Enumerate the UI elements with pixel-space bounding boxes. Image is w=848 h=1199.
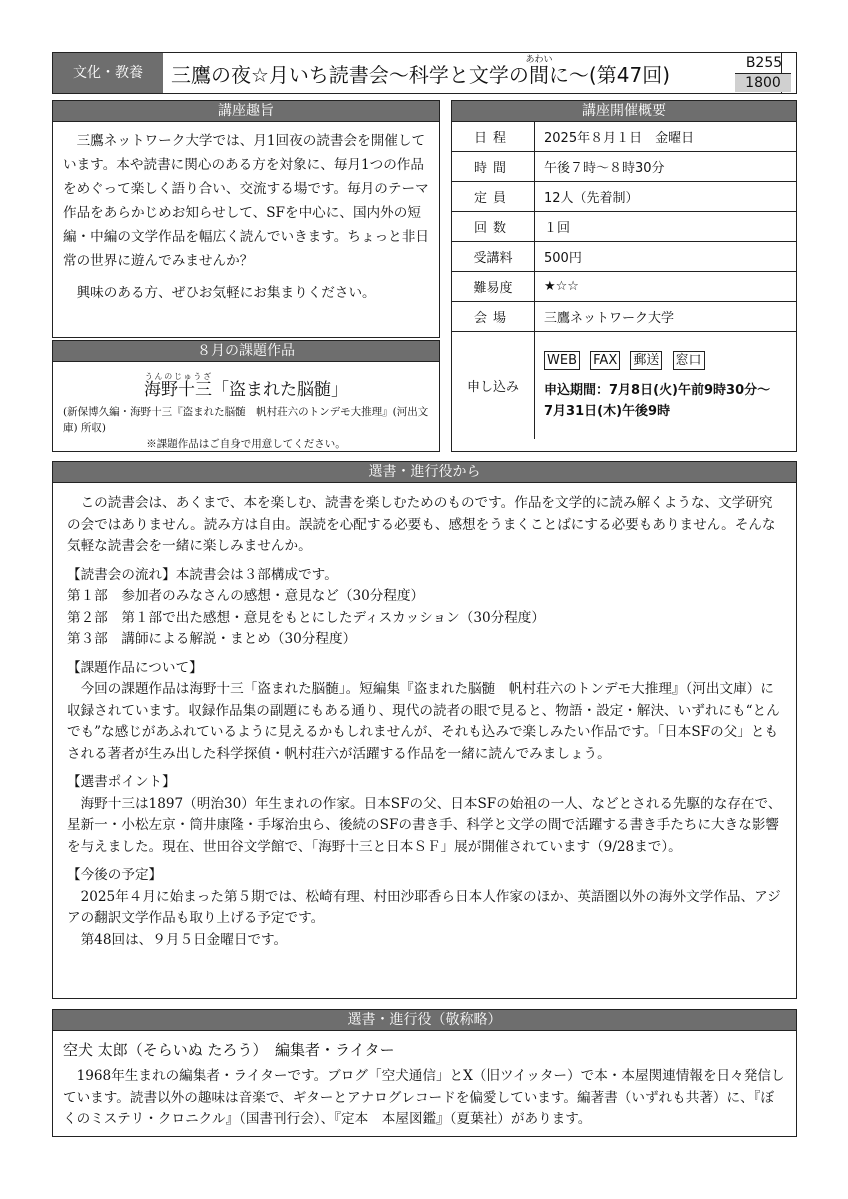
overview-row <box>452 122 796 152</box>
overview-heading: 講座開催概要 <box>452 101 796 122</box>
apply-methods <box>544 351 796 370</box>
title-bar <box>52 52 797 94</box>
book-section <box>52 340 440 452</box>
row-key-date: 日程 <box>452 122 535 152</box>
course-code-box <box>732 53 796 93</box>
purpose-invite: 興味のある方、ぜひお気軽にお集まりください。 <box>76 285 376 301</box>
flow-part1: 第１部 参加者のみなさんの感想・意見など（30分程度） <box>67 588 425 604</box>
row-value-venue: 三鷹ネットワーク大学 <box>535 302 797 332</box>
flow-heading: 【読書会の流れ】本読書会は３部構成です。 <box>67 566 338 583</box>
point-heading: 【選書ポイント】 <box>67 774 176 790</box>
page-title <box>165 53 782 93</box>
book-note: ※課題作品はご自身で用意してください。 <box>146 438 346 450</box>
overview-section <box>451 100 797 452</box>
flow-part3: 第３部 講師による解説・まとめ（30分程度） <box>67 631 357 647</box>
row-key-sessions: 回数 <box>452 212 535 242</box>
instructor-bio: 1968年生まれの編集者・ライターです。ブログ「空犬通信」とX（旧ツイッター）で本・本屋関連情報を日々発信しています。読書以外の趣味は音楽で、ギターとアナログレコードを偏愛しています。編著書（いずれも共著）に、『ぼくのミステリ・クロニクル』（国書刊行会）、『定本 本屋図鑑』（夏葉社）があります。 <box>63 1068 785 1127</box>
instructor-heading: 選書・進行役（敬称略） <box>53 1010 796 1031</box>
work-text: 今回の課題作品は海野十三「盗まれた脳髄」。短編集『盗まれた脳髄 帆村荘六のトンデモ大推理』（河出文庫）に収録されています。収録作品集の副題にもある通り、現代の読者の眼で見ると、物語・設定・解決、いずれにも“とんでも”な感じがあふれているように見えるかもしれませんが、それも込みで楽しみたい作品です。「日本SFの父」ともされる著者が生み出した科学探偵・帆村荘六が活躍する作品を一緒に読んでみましょう。 <box>67 681 780 762</box>
work-heading: 【課題作品について】 <box>67 659 203 676</box>
book-heading: ８月の課題作品 <box>53 341 439 362</box>
selector-intro: この読書会は、あくまで、本を楽しむ、読書を楽しむためのものです。作品を文学的に読み解くような、文学研究の会ではありません。読み方は自由。誤読を心配する必要も、感想をうまくことばにする必要もありません。そんな気軽な読書会を一緒に楽しみませんか。 <box>67 495 776 554</box>
apply-fax-button[interactable]: FAX <box>590 351 620 370</box>
row-value-apply <box>535 332 797 440</box>
purpose-paragraph: 三鷹ネットワーク大学では、月1回夜の読書会を開催しています。本や読書に関心のある方を対象に、毎月1つの作品をめぐって楽しく語り合い、交流する場です。毎月のテーマ作品をあらかじめお知らせして、SFを中心に、国内外の短編・中編の文学作品を幅広く読んでいきます。ちょっと非日常の世界に遊んでみませんか？ <box>63 133 429 269</box>
row-key-time: 時間 <box>452 152 535 182</box>
apply-period <box>544 380 796 422</box>
row-value-fee: 500円 <box>535 242 797 272</box>
next-session-text: 第48回は、９月５日金曜日です。 <box>80 931 288 948</box>
title-ma: 間あわい <box>525 55 553 87</box>
row-value-capacity: 12人（先着制） <box>535 182 797 212</box>
future-heading: 【今後の予定】 <box>67 867 163 883</box>
apply-web-button[interactable]: WEB <box>544 351 580 370</box>
overview-row <box>452 302 796 332</box>
apply-counter-button[interactable]: 窓口 <box>673 351 705 370</box>
row-value-date: 2025年８月１日 金曜日 <box>535 122 797 152</box>
overview-row <box>452 152 796 182</box>
book-author-ruby: うんのじゅうざ <box>144 372 212 381</box>
row-value-sessions: １回 <box>535 212 797 242</box>
row-key-apply: 申し込み <box>452 332 535 440</box>
selector-body <box>53 483 796 951</box>
book-work: 「盗まれた脳髄」 <box>212 380 348 400</box>
title-ma-ruby: あわい <box>525 55 553 65</box>
overview-row <box>452 272 796 302</box>
future-text: 2025年４月に始まった第５期では、松崎有理、村田沙耶香ら日本人作家のほか、英語圏以外の海外文学作品、アジアの翻訳文学作品も取り上げる予定です。 <box>67 888 781 926</box>
title-prefix: 三鷹の夜☆月いち読書会～科学と文学の <box>171 63 529 87</box>
category-label: 文化・教養 <box>53 53 163 93</box>
overview-table <box>452 122 796 439</box>
overview-row <box>452 242 796 272</box>
instructor-section <box>52 1009 797 1137</box>
book-title <box>53 372 439 400</box>
course-code: B255 <box>745 55 783 71</box>
instructor-name: 空犬 太郎（そらいぬ たろう） 編集者・ライター <box>63 1041 395 1059</box>
apply-period-line1: 申込期間：7月8日(火)午前9時30分～ <box>544 383 771 398</box>
row-key-capacity: 定員 <box>452 182 535 212</box>
purpose-heading: 講座趣旨 <box>53 101 439 122</box>
purpose-body <box>53 122 439 305</box>
apply-mail-button[interactable]: 郵送 <box>630 351 662 370</box>
book-source: (新保博久編・海野十三『盗まれた脳髄 帆村荘六のトンデモ大推理』(河出文庫) 所収) <box>63 406 429 434</box>
title-suffix: に～(第47回) <box>548 63 670 87</box>
purpose-section <box>52 100 440 338</box>
row-key-fee: 受講料 <box>452 242 535 272</box>
selector-heading: 選書・進行役から <box>53 462 796 483</box>
point-text: 海野十三は1897（明治30）年生まれの作家。日本SFの父、日本SFの始祖の一人、などとされる先駆的な存在で、星新一・小松左京・筒井康隆・手塚治虫ら、後続のSFの書き手、科学と文学の間で活躍する書き手たちに大きな影響を与えました。現在、世田谷文学館で、「海野十三と日本ＳＦ」展が開催されています（9/28まで）。 <box>67 795 782 855</box>
row-value-difficulty: ★☆☆ <box>535 272 797 302</box>
course-fee-code: 1800 <box>735 73 791 92</box>
row-value-time: 午後７時～８時30分 <box>535 152 797 182</box>
overview-row-apply <box>452 332 796 440</box>
row-key-difficulty: 難易度 <box>452 272 535 302</box>
row-key-venue: 会場 <box>452 302 535 332</box>
apply-period-line2: 7月31日(木)午後9時 <box>544 404 671 419</box>
flow-part2: 第２部 第１部で出た感想・意見をもとにしたディスカッション（30分程度） <box>67 609 545 626</box>
selector-section <box>52 461 797 999</box>
overview-row <box>452 182 796 212</box>
book-author: 海野十三うんのじゅうざ <box>144 372 212 400</box>
overview-row <box>452 212 796 242</box>
